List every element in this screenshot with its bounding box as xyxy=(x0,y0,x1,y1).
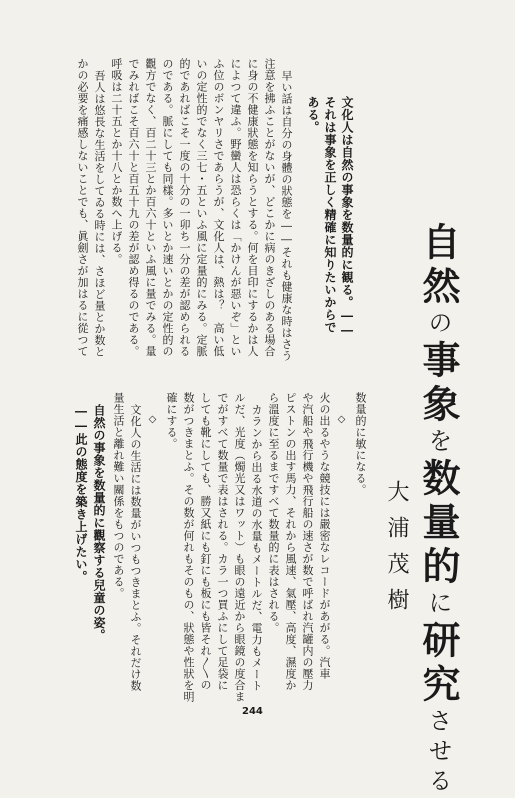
body-line: しても靴にしても、勝又紙にも釘にも板にも皆それ〳〵の xyxy=(199,392,212,691)
author-name: 大浦茂樹 xyxy=(384,480,409,624)
closing-line: ――此の態度を築き上げたい。 xyxy=(74,404,88,583)
body-line: 觀方でなく、百二十三とか百六十といふ風に量でみる。量 xyxy=(144,58,157,357)
body-line: 数がつきまとふ。その数が何れもそのもの、狀態や性狀を明 xyxy=(182,392,195,703)
page-number: 244 xyxy=(242,706,263,717)
body-line: 的であればこそ一度の十分の一卯ち一分の差が認められる xyxy=(178,58,191,357)
body-line: 数量的に敏になる。 xyxy=(354,392,367,496)
body-line: ピストンの出す馬力、それから風速、氣壓、高度、濕度か xyxy=(284,392,297,691)
title-text: 事象 xyxy=(416,340,461,428)
title-text: に xyxy=(424,590,452,620)
title-text: の xyxy=(424,310,452,340)
title-text: 研究 xyxy=(416,620,461,708)
lead-line: それは事象を正しく精確に知りたいからで xyxy=(323,96,337,334)
body-line: 量生活と離れ難い關係をもつのである。 xyxy=(112,392,125,599)
body-line: でみればこそ百六十と百五十九の差が認め得るのである。 xyxy=(127,58,140,357)
body-line: や汽船や飛行機や飛行船の速さが数で呼ばれ汽罐内の壓力 xyxy=(301,392,314,691)
body-line: いの定性的でなく三七・五といふ風に定量的にみる。定脈 xyxy=(195,58,208,357)
body-line: でがすべて数量で表はされる。カラ一つ買ふにして足袋に xyxy=(216,392,229,691)
body-line: 早い話は自分の身體の狀態を――それも健康な時はさう xyxy=(280,70,293,362)
article-title xyxy=(416,222,460,798)
title-text: させる xyxy=(424,708,452,798)
section-mark: ◇ xyxy=(147,414,158,425)
body-line: ら溫度に至るまですべて数量的に表はされる。 xyxy=(267,392,280,634)
body-line: ルだ、光度（燭光又はワット）も眼の遠近から眼鏡の度合ま xyxy=(233,392,246,703)
lead-line: ある。 xyxy=(306,96,320,134)
body-line: 確にする。 xyxy=(165,392,178,450)
title-text: 数量的 xyxy=(416,458,461,590)
title-text: 自然 xyxy=(416,222,461,310)
body-line: 文化人の生活には数量がいつもつきまとふ。それだけ数 xyxy=(129,404,142,692)
body-line: 火の出るやうな競技には嚴密なレコードがあがる。汽車 xyxy=(318,392,331,680)
lead-line: 文化人は自然の事象を数量的に観る。―― xyxy=(340,96,354,338)
body-line: かの必要を痛感しないことでも、眞劍さが加はるに從つて xyxy=(76,58,89,357)
body-line: 注意を拂ふことがないが、どこかに病のきざしのある場合 xyxy=(263,58,276,357)
closing-line: 自然の事象を数量的に觀察する兒童の姿。 xyxy=(92,404,106,642)
body-line: 吾人は悠長な生活をしてゐる時には、さほど量とか数と xyxy=(93,70,106,358)
body-line: 呼吸は二十五とか十八とか数へ上げる。 xyxy=(110,58,123,265)
body-line: カランから出る水道の水量もメートルだ、電力もメート xyxy=(250,404,263,692)
body-line: ふ位のボンヤリさであらうが、文化人は、熱は？ 高い低 xyxy=(212,58,225,357)
title-text: を xyxy=(424,428,452,458)
body-line: のである。脈にしても同樣。多いとか速いとかの定性的の xyxy=(161,58,174,357)
body-line: によつて違ふ。野蠻人は恐らくは「かけんが惡いぞ」とい xyxy=(229,58,242,357)
body-line: に身の不健康狀態を知らうとする。何を目印にするかは人 xyxy=(246,58,259,357)
section-mark: ◇ xyxy=(336,414,347,425)
